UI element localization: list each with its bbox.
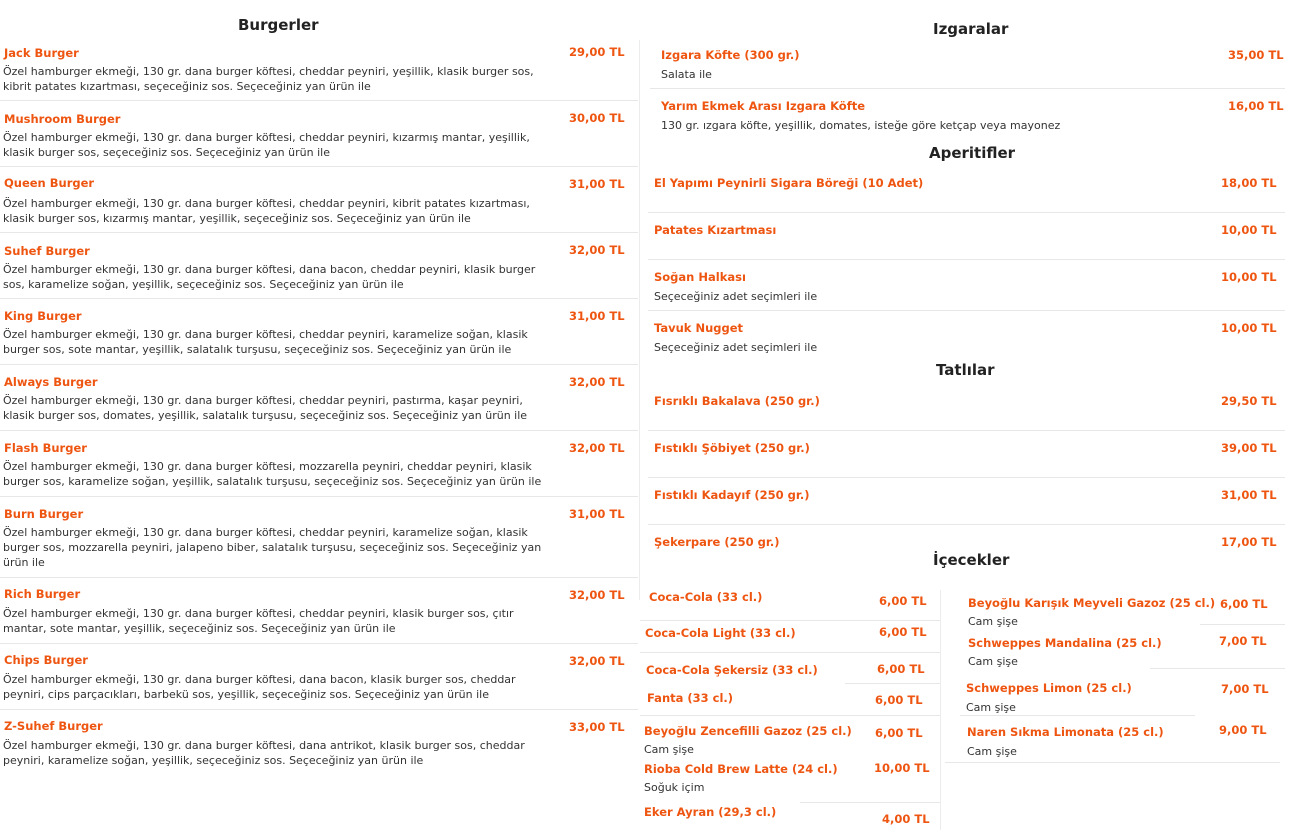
item-name: Suhef Burger	[4, 244, 90, 258]
item-price: 39,00 TL	[1221, 441, 1277, 455]
separator	[1200, 624, 1285, 625]
item-name: Chips Burger	[4, 653, 88, 667]
menu-item-suhef-burger[interactable]	[0, 242, 638, 298]
menu-item-kadayif[interactable]	[648, 486, 1285, 524]
menu-item-rich-burger[interactable]	[0, 585, 638, 643]
menu-item-tavuk-nugget[interactable]	[648, 319, 1285, 359]
menu-item-patates-kizartmasi[interactable]	[648, 221, 1285, 259]
item-price: 6,00 TL	[879, 594, 927, 608]
item-description: Özel hamburger ekmeği, 130 gr. dana burger köftesi, mozzarella peyniri, cheddar peyniri, klasik burger sos, karamelize soğan, yeşillik, salatalık turşusu, seçeceğiniz sos. Seçeceğiniz yan ürün ile	[3, 460, 542, 488]
item-description: Özel hamburger ekmeği, 130 gr. dana burger köftesi, dana bacon, klasik burger sos, cheddar peyniri, cips parçacıkları, barbekü sos, yeşillik, seçeceğiniz sos. Seçeceğiniz yan ürün ile	[3, 673, 516, 701]
item-price: 31,00 TL	[569, 309, 625, 323]
separator	[0, 166, 638, 167]
item-description: Özel hamburger ekmeği, 130 gr. dana burger köftesi, cheddar peyniri, karamelize soğan, klasik burger sos, mozzarella peyniri, jalapeno biber, salatalık turşusu, seçeceğiniz sos. Seçeceğiniz yan ürün ile	[3, 526, 542, 569]
item-price: 4,00 TL	[882, 812, 930, 826]
item-price: 29,50 TL	[1221, 394, 1277, 408]
item-description: Seçeceğiniz adet seçimleri ile	[654, 290, 818, 303]
item-name: Z-Suhef Burger	[4, 719, 103, 733]
menu-item-queen-burger[interactable]	[0, 174, 638, 232]
item-price: 29,00 TL	[569, 45, 625, 59]
separator	[650, 88, 1285, 89]
item-price: 32,00 TL	[569, 243, 625, 257]
separator	[648, 259, 1285, 260]
item-description: Soğuk içim	[644, 781, 705, 794]
item-name: Fanta (33 cl.)	[647, 691, 734, 705]
separator	[0, 100, 638, 101]
item-name: Coca-Cola (33 cl.)	[649, 590, 763, 604]
item-name: Fısrıklı Bakalava (250 gr.)	[654, 394, 820, 408]
item-price: 6,00 TL	[1220, 597, 1268, 611]
item-description: Özel hamburger ekmeği, 130 gr. dana burger köftesi, dana antrikot, klasik burger sos, cheddar peyniri, karamelize soğan, yeşillik, seçeceğiniz sos. Seçeceğiniz yan ürün ile	[3, 739, 525, 767]
separator	[0, 496, 638, 497]
section-title-burgerler: Burgerler	[238, 16, 319, 34]
separator	[0, 709, 638, 710]
item-name: Patates Kızartması	[654, 223, 777, 237]
separator	[845, 683, 940, 684]
menu-item-coca-cola[interactable]	[640, 588, 940, 610]
item-price: 7,00 TL	[1221, 682, 1269, 696]
menu-item-burn-burger[interactable]	[0, 505, 638, 577]
separator	[0, 364, 638, 365]
item-price: 32,00 TL	[569, 375, 625, 389]
menu-item-eker-ayran[interactable]	[640, 803, 940, 833]
item-description: 130 gr. ızgara köfte, yeşillik, domates, isteğe göre ketçap veya mayonez	[661, 119, 1061, 132]
item-description: Salata ile	[661, 68, 712, 81]
section-title-izgaralar: Izgaralar	[933, 20, 1009, 38]
item-price: 10,00 TL	[1221, 321, 1277, 335]
item-price: 31,00 TL	[569, 507, 625, 521]
item-price: 10,00 TL	[1221, 270, 1277, 284]
separator	[640, 715, 940, 716]
item-description: Cam şişe	[966, 701, 1016, 714]
item-description: Özel hamburger ekmeği, 130 gr. dana burger köftesi, cheddar peyniri, karamelize soğan, klasik burger sos, sote mantar, yeşillik, salatalık turşusu, seçeceğiniz sos. Seçeceğiniz yan ürün ile	[3, 328, 528, 356]
item-price: 10,00 TL	[1221, 223, 1277, 237]
item-description: Özel hamburger ekmeği, 130 gr. dana burger köftesi, cheddar peyniri, kibrit patates kızartması, klasik burger sos, kızarmış mantar, yeşillik, seçeceğiniz sos. Seçeceğiniz yan ürün ile	[3, 197, 530, 225]
item-price: 33,00 TL	[569, 720, 625, 734]
menu-item-beyoglu-zencefilli-gazoz[interactable]	[640, 722, 940, 758]
menu-item-flash-burger[interactable]	[0, 439, 638, 496]
item-price: 35,00 TL	[1228, 48, 1284, 62]
separator	[648, 310, 1285, 311]
item-description: Cam şişe	[968, 615, 1018, 628]
drinks-divider	[940, 590, 941, 830]
item-description: Cam şişe	[968, 655, 1018, 668]
item-name: Fıstıklı Kadayıf (250 gr.)	[654, 488, 810, 502]
item-name: Izgara Köfte (300 gr.)	[661, 48, 800, 62]
item-name: Rich Burger	[4, 587, 81, 601]
section-title-aperitifler: Aperitifler	[929, 144, 1016, 162]
item-price: 32,00 TL	[569, 654, 625, 668]
item-name: Şekerpare (250 gr.)	[654, 535, 780, 549]
item-price: 6,00 TL	[877, 662, 925, 676]
item-name: Schweppes Mandalina (25 cl.)	[968, 636, 1162, 650]
item-name: Jack Burger	[4, 46, 79, 60]
item-price: 31,00 TL	[569, 177, 625, 191]
item-name: Mushroom Burger	[4, 112, 121, 126]
menu-item-rioba-cold-brew-latte[interactable]	[640, 760, 940, 796]
item-description: Özel hamburger ekmeği, 130 gr. dana burger köftesi, cheddar peyniri, pastırma, kaşar peyniri, klasik burger sos, domates, yeşillik, salatalık turşusu, seçeceğiniz sos. Seçeceğiniz yan ürün ile	[3, 394, 528, 422]
item-description: Cam şişe	[644, 743, 694, 756]
item-price: 7,00 TL	[1219, 634, 1267, 648]
item-name: Tavuk Nugget	[654, 321, 744, 335]
item-name: Yarım Ekmek Arası Izgara Köfte	[661, 99, 866, 113]
menu-item-chips-burger[interactable]	[0, 651, 638, 709]
section-title-tatlilar: Tatlılar	[936, 361, 995, 379]
item-name: Soğan Halkası	[654, 270, 746, 284]
item-name: Burn Burger	[4, 507, 84, 521]
section-title-icecekler: İçecekler	[933, 551, 1010, 569]
separator	[0, 643, 638, 644]
item-name: Coca-Cola Light (33 cl.)	[645, 626, 796, 640]
item-description: Cam şişe	[967, 745, 1017, 758]
item-name: Fıstıklı Şöbiyet (250 gr.)	[654, 441, 810, 455]
menu-item-yarim-ekmek-izgara-kofte[interactable]	[650, 97, 1285, 137]
item-description: Seçeceğiniz adet seçimleri ile	[654, 341, 818, 354]
item-price: 9,00 TL	[1219, 723, 1267, 737]
item-name: Beyoğlu Zencefilli Gazoz (25 cl.)	[644, 724, 852, 738]
menu-item-mushroom-burger[interactable]	[0, 110, 638, 166]
item-name: El Yapımı Peynirli Sigara Böreği (10 Adet)	[654, 176, 924, 190]
separator	[640, 652, 940, 653]
item-price: 10,00 TL	[874, 761, 930, 775]
menu-item-king-burger[interactable]	[0, 307, 638, 364]
item-price: 16,00 TL	[1228, 99, 1284, 113]
separator	[0, 430, 638, 431]
menu-item-izgara-kofte[interactable]	[650, 46, 1285, 88]
menu-item-coca-cola-light[interactable]	[640, 624, 940, 646]
item-name: Queen Burger	[4, 176, 95, 190]
menu-item-schweppes-mandalina[interactable]	[960, 634, 1285, 670]
menu-item-bakalava[interactable]	[648, 392, 1285, 430]
menu-item-z-suhef-burger[interactable]	[0, 717, 638, 775]
menu-item-sigara-boregi[interactable]	[648, 174, 1285, 212]
item-price: 6,00 TL	[875, 693, 923, 707]
separator	[960, 715, 1195, 716]
item-price: 18,00 TL	[1221, 176, 1277, 190]
item-name: Eker Ayran (29,3 cl.)	[644, 805, 777, 819]
menu-item-sobiyet[interactable]	[648, 439, 1285, 477]
separator	[648, 430, 1285, 431]
item-name: Beyoğlu Karışık Meyveli Gazoz (25 cl.)	[968, 596, 1216, 610]
item-price: 32,00 TL	[569, 588, 625, 602]
item-price: 30,00 TL	[569, 111, 625, 125]
item-name: Rioba Cold Brew Latte (24 cl.)	[644, 762, 838, 776]
item-description: Özel hamburger ekmeği, 130 gr. dana burger köftesi, cheddar peyniri, kızarmış mantar, yeşillik, klasik burger sos, seçeceğiniz sos. Seçeceğiniz yan ürün ile	[3, 131, 530, 159]
item-price: 31,00 TL	[1221, 488, 1277, 502]
menu-item-sogan-halkasi[interactable]	[648, 268, 1285, 310]
item-name: King Burger	[4, 309, 82, 323]
separator	[648, 477, 1285, 478]
menu-item-sekerpare[interactable]	[648, 533, 1285, 553]
item-price: 17,00 TL	[1221, 535, 1277, 549]
separator	[648, 524, 1285, 525]
menu-item-naren-sikma-limonata[interactable]	[960, 723, 1285, 759]
menu-item-fanta[interactable]	[640, 689, 940, 711]
menu-item-jack-burger[interactable]	[0, 44, 638, 100]
item-price: 32,00 TL	[569, 441, 625, 455]
item-name: Naren Sıkma Limonata (25 cl.)	[967, 725, 1164, 739]
item-description: Özel hamburger ekmeği, 130 gr. dana burger köftesi, cheddar peyniri, yeşillik, klasik burger sos, kibrit patates kızartması, seçeceğiniz sos. Seçeceğiniz yan ürün ile	[3, 65, 534, 93]
separator	[945, 762, 1280, 763]
separator	[0, 298, 638, 299]
item-price: 6,00 TL	[875, 726, 923, 740]
column-divider	[639, 40, 640, 600]
separator	[640, 620, 940, 621]
menu-item-coca-cola-sekersiz[interactable]	[640, 661, 940, 683]
item-name: Flash Burger	[4, 441, 87, 455]
item-price: 6,00 TL	[879, 625, 927, 639]
separator	[648, 212, 1285, 213]
item-name: Coca-Cola Şekersiz (33 cl.)	[646, 663, 818, 677]
item-name: Schweppes Limon (25 cl.)	[966, 681, 1132, 695]
separator	[1150, 668, 1285, 669]
item-name: Always Burger	[4, 375, 98, 389]
item-description: Özel hamburger ekmeği, 130 gr. dana burger köftesi, dana bacon, cheddar peyniri, klasik burger sos, karamelize soğan, yeşillik, seçeceğiniz sos. Seçeceğiniz yan ürün ile	[3, 263, 536, 291]
separator	[0, 232, 638, 233]
separator	[0, 577, 638, 578]
menu-item-schweppes-limon[interactable]	[960, 679, 1285, 715]
menu-item-always-burger[interactable]	[0, 373, 638, 430]
item-description: Özel hamburger ekmeği, 130 gr. dana burger köftesi, cheddar peyniri, klasik burger sos, çıtır mantar, sote mantar, yeşillik, seçeceğiniz sos. Seçeceğiniz yan ürün ile	[3, 607, 514, 635]
